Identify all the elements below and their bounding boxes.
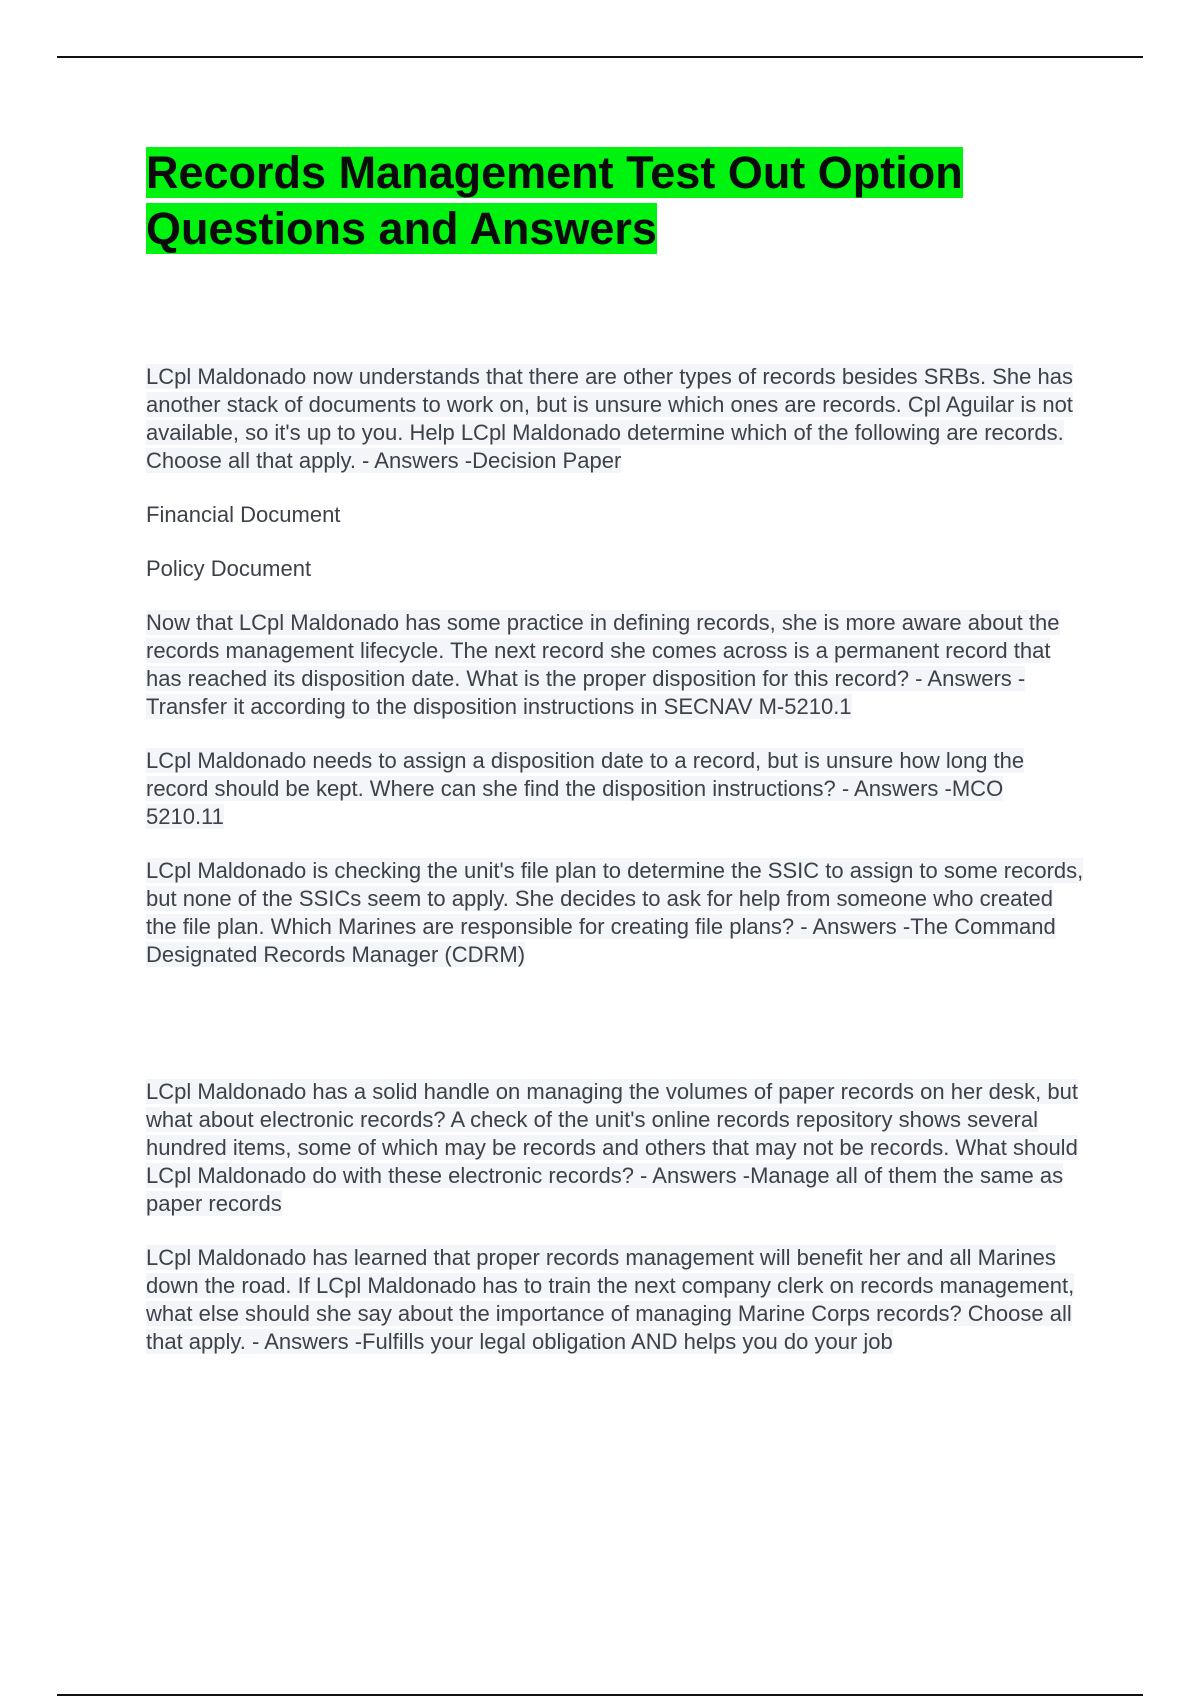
title-highlight: Records Management Test Out Option Questions and Answers bbox=[146, 147, 963, 254]
document-title bbox=[146, 145, 1086, 257]
answer-option: Financial Document bbox=[146, 502, 341, 527]
qa-paragraph: LCpl Maldonado needs to assign a disposition date to a record, but is unsure how long the record should be kept. Where can she find the disposition instructions? - Answers -MCO 5210.11 bbox=[146, 748, 1025, 829]
qa-section-2 bbox=[146, 1078, 1086, 1356]
top-rule bbox=[57, 56, 1143, 58]
qa-paragraph: LCpl Maldonado has learned that proper records management will benefit her and all Marines down the road. If LCpl Maldonado has to train the next company clerk on records management, what else should she say about the importance of managing Marine Corps records? Choose all that apply. - Answers -Fulfills your legal obligation AND helps you do your job bbox=[146, 1245, 1075, 1354]
qa-paragraph: LCpl Maldonado now understands that there are other types of records besides SRBs. She has another stack of documents to work on, but is unsure which ones are records. Cpl Aguilar is not available, so it's up to you. Help LCpl Maldonado determine which of the following are records. Choose all that apply. - Answers -Decision Paper bbox=[146, 364, 1073, 473]
qa-paragraph: LCpl Maldonado is checking the unit's file plan to determine the SSIC to assign to some records, but none of the SSICs seem to apply. She decides to ask for help from someone who created the file plan. Which Marines are responsible for creating file plans? - Answers -The Command Designated Records Manager (CDRM) bbox=[146, 858, 1084, 967]
answer-option: Policy Document bbox=[146, 556, 312, 581]
qa-paragraph: Now that LCpl Maldonado has some practice in defining records, she is more aware about the records management lifecycle. The next record she comes across is a permanent record that has reached its disposition date. What is the proper disposition for this record? - Answers -Transfer it according to the disposition instructions in SECNAV M-5210.1 bbox=[146, 610, 1060, 719]
document-body bbox=[146, 145, 1086, 1382]
qa-paragraph: LCpl Maldonado has a solid handle on managing the volumes of paper records on her desk, but what about electronic records? A check of the unit's online records repository shows several hundred items, some of which may be records and others that may not be records. What should LCpl Maldonado do with these electronic records? - Answers -Manage all of them the same as paper records bbox=[146, 1079, 1078, 1216]
qa-section-1 bbox=[146, 363, 1086, 969]
bottom-rule bbox=[57, 1694, 1143, 1696]
section-spacer bbox=[146, 995, 1086, 1078]
